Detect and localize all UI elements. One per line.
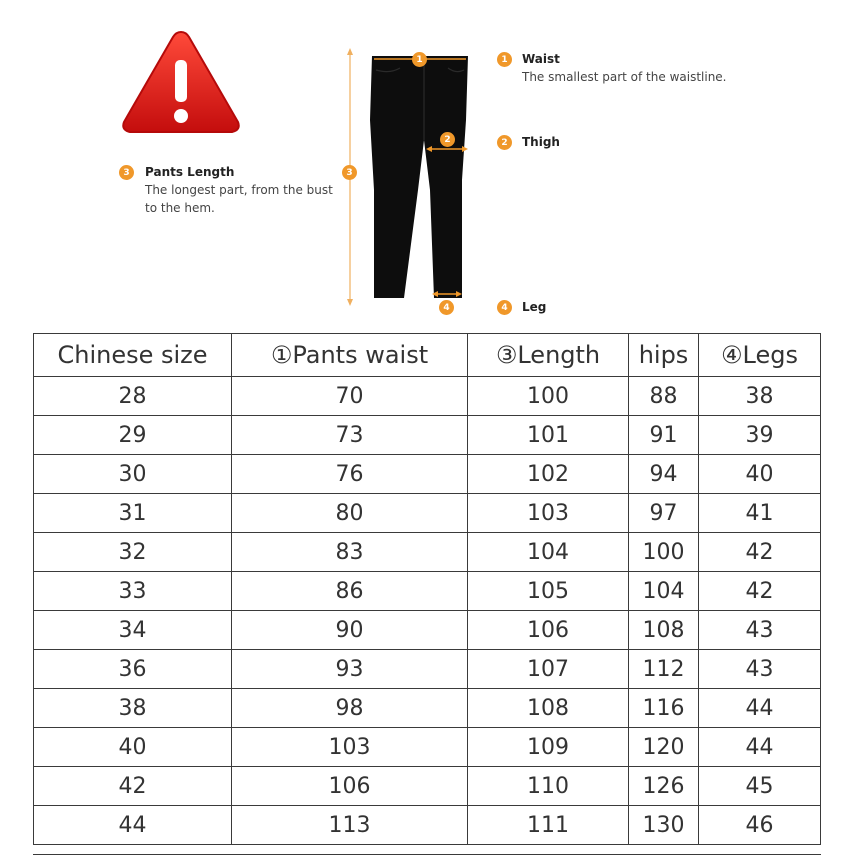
table-cell: 94 (629, 455, 699, 494)
table-cell: 46 (699, 806, 821, 845)
marker-badge-3: 3 (119, 165, 134, 180)
waist-note (522, 50, 727, 86)
table-row (34, 650, 821, 689)
table-cell: 126 (629, 767, 699, 806)
marker-badge-1: 1 (497, 52, 512, 67)
waist-title: Waist (522, 52, 560, 66)
table-bottom-line (33, 854, 821, 855)
table-cell: 30 (34, 455, 232, 494)
table-cell: 42 (699, 533, 821, 572)
table-row (34, 611, 821, 650)
pants-length-title: Pants Length (145, 165, 235, 179)
table-cell: 107 (468, 650, 629, 689)
table-cell: 110 (468, 767, 629, 806)
table-cell: 45 (699, 767, 821, 806)
table-cell: 108 (468, 689, 629, 728)
header-hips: hips (629, 334, 699, 377)
size-table (33, 333, 821, 845)
table-cell: 73 (232, 416, 468, 455)
table-cell: 101 (468, 416, 629, 455)
marker-badge-2: 2 (497, 135, 512, 150)
table-cell: 130 (629, 806, 699, 845)
table-cell: 42 (699, 572, 821, 611)
table-row (34, 689, 821, 728)
table-cell: 97 (629, 494, 699, 533)
table-cell: 40 (699, 455, 821, 494)
table-cell: 44 (34, 806, 232, 845)
table-cell: 38 (34, 689, 232, 728)
table-cell: 86 (232, 572, 468, 611)
pants-marker-4: 4 (439, 300, 454, 315)
table-row (34, 806, 821, 845)
table-row (34, 455, 821, 494)
table-row (34, 377, 821, 416)
table-cell: 29 (34, 416, 232, 455)
table-cell: 33 (34, 572, 232, 611)
table-row (34, 572, 821, 611)
table-cell: 91 (629, 416, 699, 455)
table-cell: 108 (629, 611, 699, 650)
table-cell: 76 (232, 455, 468, 494)
table-cell: 104 (468, 533, 629, 572)
leg-title: Leg (522, 300, 547, 314)
table-cell: 113 (232, 806, 468, 845)
header-chinese-size: Chinese size (34, 334, 232, 377)
table-cell: 41 (699, 494, 821, 533)
table-cell: 34 (34, 611, 232, 650)
table-cell: 106 (468, 611, 629, 650)
table-cell: 44 (699, 689, 821, 728)
table-cell: 93 (232, 650, 468, 689)
pants-marker-3: 3 (342, 165, 357, 180)
table-cell: 109 (468, 728, 629, 767)
table-row (34, 728, 821, 767)
table-cell: 42 (34, 767, 232, 806)
waist-desc: The smallest part of the waistline. (522, 70, 727, 84)
table-cell: 80 (232, 494, 468, 533)
pants-marker-2: 2 (440, 132, 455, 147)
pants-length-note (145, 163, 345, 217)
table-cell: 112 (629, 650, 699, 689)
table-cell: 116 (629, 689, 699, 728)
table-row (34, 416, 821, 455)
table-cell: 106 (232, 767, 468, 806)
table-cell: 100 (629, 533, 699, 572)
table-row (34, 494, 821, 533)
table-cell: 88 (629, 377, 699, 416)
table-cell: 103 (468, 494, 629, 533)
table-cell: 90 (232, 611, 468, 650)
table-cell: 44 (699, 728, 821, 767)
table-cell: 98 (232, 689, 468, 728)
table-cell: 70 (232, 377, 468, 416)
table-row (34, 533, 821, 572)
thigh-note (522, 133, 560, 151)
marker-badge-4: 4 (497, 300, 512, 315)
table-cell: 28 (34, 377, 232, 416)
table-cell: 103 (232, 728, 468, 767)
thigh-title: Thigh (522, 135, 560, 149)
table-cell: 31 (34, 494, 232, 533)
warning-triangle-icon (120, 28, 242, 138)
table-header-row (34, 334, 821, 377)
pants-illustration (340, 40, 480, 310)
pants-length-desc: The longest part, from the bust to the hem. (145, 183, 333, 215)
table-cell: 38 (699, 377, 821, 416)
leg-note (522, 298, 546, 316)
header-length: ③Length (468, 334, 629, 377)
table-row (34, 767, 821, 806)
table-cell: 100 (468, 377, 629, 416)
table-cell: 83 (232, 533, 468, 572)
table-cell: 43 (699, 611, 821, 650)
table-cell: 40 (34, 728, 232, 767)
table-cell: 43 (699, 650, 821, 689)
table-cell: 32 (34, 533, 232, 572)
table-cell: 36 (34, 650, 232, 689)
header-pants-waist: ①Pants waist (232, 334, 468, 377)
table-cell: 105 (468, 572, 629, 611)
pants-marker-1: 1 (412, 52, 427, 67)
table-cell: 120 (629, 728, 699, 767)
measurement-diagram (0, 0, 860, 330)
table-cell: 111 (468, 806, 629, 845)
table-cell: 39 (699, 416, 821, 455)
table-cell: 102 (468, 455, 629, 494)
header-legs: ④Legs (699, 334, 821, 377)
table-cell: 104 (629, 572, 699, 611)
